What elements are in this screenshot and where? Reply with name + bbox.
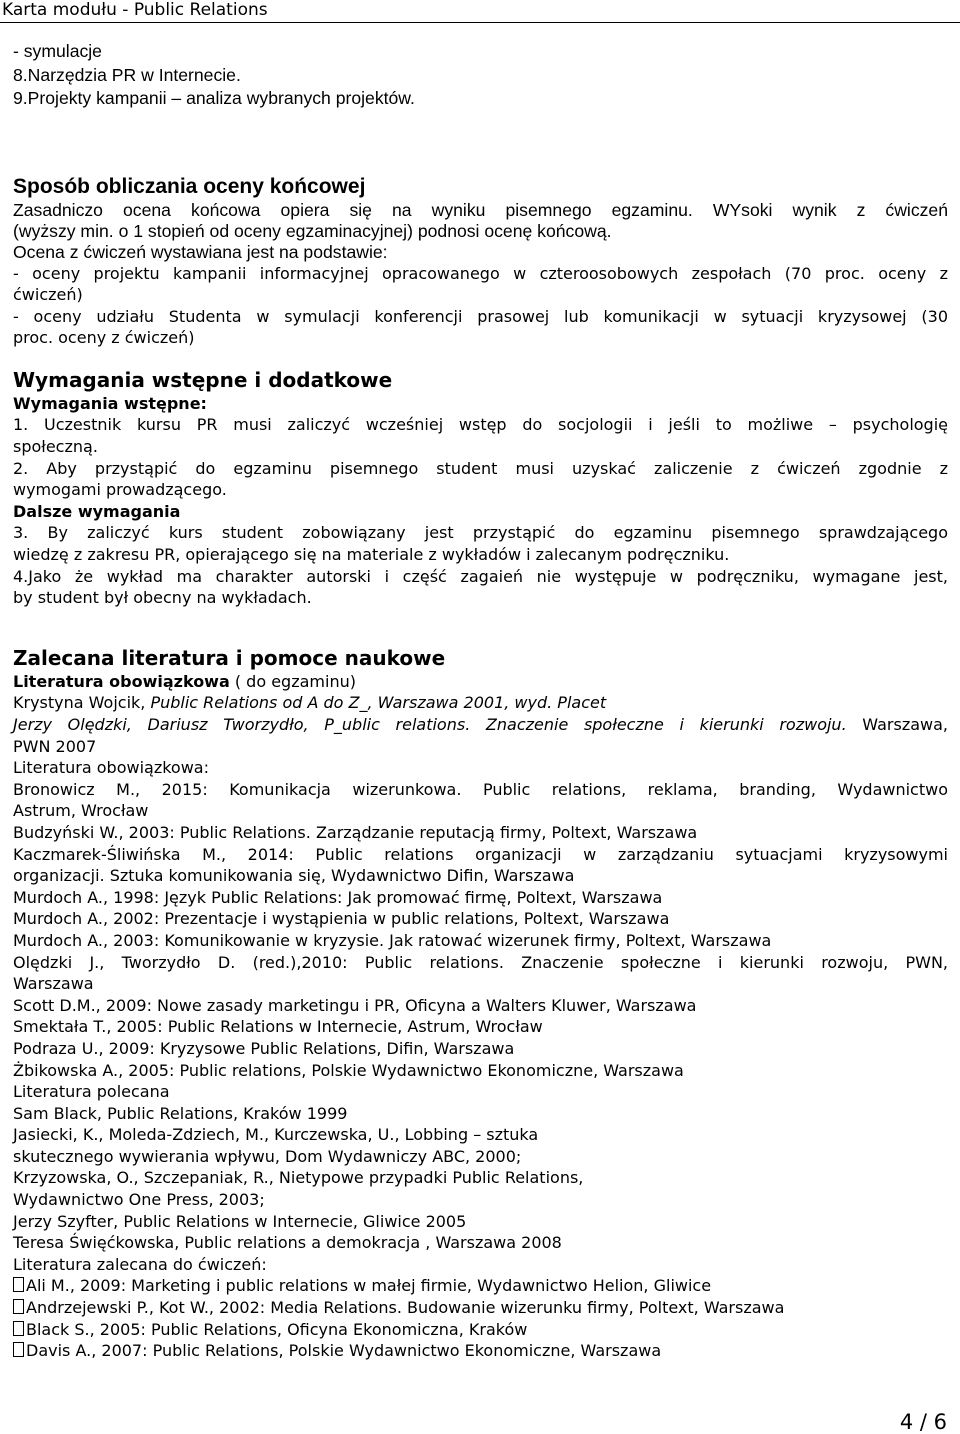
page-number: 4 / 6 [899, 1410, 947, 1434]
paragraph-line: 4.Jako że wykład ma charakter autorski i część zagaień nie występuje w podręczniku, wymagane jest, [13, 566, 948, 586]
subheading: Dalsze wymagania [13, 501, 181, 521]
paragraph-line: 1. Uczestnik kursu PR musi zaliczyć wcześniej wstęp do socjologii i jeśli to możliwe – psychologię [13, 415, 948, 435]
bibliography-item [13, 714, 948, 736]
bibliography-item [13, 1297, 948, 1319]
paragraph-line: 2. Aby przystąpić do egzaminu pisemnego student musi uzyskać zaliczenie z ćwiczeń zgodnie z [13, 458, 948, 478]
label-mandatory: Literatura obowiązkowa [13, 671, 230, 691]
bibliography-text: Ali M., 2009: Marketing i public relations w małej firmie, Wydawnictwo Helion, Gliwice [26, 1276, 712, 1296]
list-item: 8.Narzędzia PR w Internecie. [13, 64, 241, 85]
document-title: Karta modułu - Public Relations [2, 0, 268, 20]
section-title-grading: Sposób obliczania oceny końcowej [13, 174, 366, 198]
bibliography-item: Kaczmarek-Śliwińska M., 2014: Public relations organizacji w zarządzaniu sytuacjami kryzysowymi [13, 844, 948, 864]
book-title: Jerzy Olędzki, Dariusz Tworzydło, P_ublic relations. Znaczenie społeczne i kierunki rozwoju. [13, 715, 847, 734]
bibliography-item: Jasiecki, K., Moleda-Zdziech, M., Kurczewska, U., Lobbing – sztuka [13, 1125, 539, 1145]
paragraph-line: ćwiczeń) [13, 285, 83, 305]
subheading: Literatura polecana [13, 1082, 170, 1102]
subheading: Literatura zalecana do ćwiczeń: [13, 1254, 267, 1274]
paragraph-line: wiedzę z zakresu PR, opierającego się na materiale z wykładów i zalecanym podręczniku. [13, 545, 730, 565]
bibliography-item: organizacji. Sztuka komunikowania się, Wydawnictwo Difin, Warszawa [13, 866, 575, 886]
paragraph-line: społeczną. [13, 437, 98, 457]
bibliography-item: Wydawnictwo One Press, 2003; [13, 1190, 265, 1210]
page-content [13, 40, 948, 1362]
bibliography-text: Andrzejewski P., Kot W., 2002: Media Relations. Budowanie wizerunku firmy, Poltext, Warszawa [26, 1298, 785, 1318]
bibliography-item: Scott D.M., 2009: Nowe zasady marketingu i PR, Oficyna a Walters Kluwer, Warszawa [13, 995, 697, 1015]
bibliography-item [13, 1340, 948, 1362]
bibliography-item: Warszawa [13, 974, 94, 994]
bibliography-item: Murdoch A., 1998: Język Public Relations: Jak promować firmę, Poltext, Warszawa [13, 887, 663, 907]
bibliography-item: Bronowicz M., 2015: Komunikacja wizerunkowa. Public relations, reklama, branding, Wydawnictwo [13, 779, 948, 799]
bibliography-item: Olędzki J., Tworzydło D. (red.),2010: Public relations. Znaczenie społeczne i kierunki rozwoju, PWN, [13, 952, 948, 972]
section-title-literature: Zalecana literatura i pomoce naukowe [13, 645, 446, 670]
note: ( do egzaminu) [229, 671, 356, 691]
bibliography-item: Murdoch A., 2002: Prezentacje i wystąpienia w public relations, Poltext, Warszawa [13, 909, 670, 929]
publisher: Warszawa, [846, 715, 948, 734]
bibliography-item: Sam Black, Public Relations, Kraków 1999 [13, 1103, 348, 1123]
list-item: - symulacje [13, 41, 102, 61]
bibliography-item: Smektała T., 2005: Public Relations w Internecie, Astrum, Wrocław [13, 1017, 543, 1037]
paragraph-line: Ocena z ćwiczeń wystawiana jest na podstawie: [13, 241, 388, 262]
bibliography-item: Murdoch A., 2003: Komunikowanie w kryzysie. Jak ratować wizerunek firmy, Poltext, Warszawa [13, 930, 772, 950]
subheading: Wymagania wstępne: [13, 393, 207, 413]
page-header [0, 0, 960, 23]
paragraph-line: by student był obecny na wykładach. [13, 588, 312, 608]
missing-glyph-icon [13, 1277, 24, 1292]
paragraph-line: Zasadniczo ocena końcowa opiera się na wyniku pisemnego egzaminu. WYsoki wynik z ćwiczeń [13, 199, 948, 220]
subheading: Literatura obowiązkowa: [13, 758, 209, 778]
bibliography-item: PWN 2007 [13, 736, 97, 756]
missing-glyph-icon [13, 1321, 24, 1336]
paragraph-line: wymogami prowadzącego. [13, 480, 227, 500]
paragraph-line: - oceny projektu kampanii informacyjnej opracowanego w czteroosobowych zespołach (70 proc. oceny z [13, 263, 948, 283]
bibliography-item: Podraza U., 2009: Kryzysowe Public Relations, Difin, Warszawa [13, 1038, 515, 1058]
bibliography-item: Astrum, Wrocław [13, 801, 149, 821]
bibliography-item [13, 692, 948, 714]
paragraph-line: 3. By zaliczyć kurs student zobowiązany jest przystąpić do egzaminu pisemnego sprawdzającego [13, 523, 948, 543]
paragraph-line: (wyższy min. o 1 stopień od oceny egzaminacyjnej) podnosi ocenę końcową. [13, 220, 612, 241]
bibliography-item [13, 1275, 948, 1297]
missing-glyph-icon [13, 1342, 24, 1357]
author: Krystyna Wojcik, [13, 693, 151, 713]
bibliography-item: Żbikowska A., 2005: Public relations, Polskie Wydawnictwo Ekonomiczne, Warszawa [13, 1060, 684, 1080]
paragraph-line [13, 671, 948, 693]
bibliography-item: skutecznego wywierania wpływu, Dom Wydawniczy ABC, 2000; [13, 1146, 522, 1166]
bibliography-item [13, 1319, 948, 1341]
bibliography-text: Davis A., 2007: Public Relations, Polskie Wydawnictwo Ekonomiczne, Warszawa [26, 1341, 662, 1361]
paragraph-line: proc. oceny z ćwiczeń) [13, 328, 195, 348]
list-item: 9.Projekty kampanii – analiza wybranych projektów. [13, 88, 415, 108]
bibliography-text: Black S., 2005: Public Relations, Oficyna Ekonomiczna, Kraków [26, 1319, 528, 1339]
section-title-requirements: Wymagania wstępne i dodatkowe [13, 367, 393, 392]
bibliography-item: Teresa Święćkowska, Public relations a demokracja , Warszawa 2008 [13, 1233, 562, 1253]
book-title: Public Relations od A do Z_, Warszawa 2001, wyd. Placet [150, 693, 607, 713]
bibliography-item: Jerzy Szyfter, Public Relations w Internecie, Gliwice 2005 [13, 1211, 467, 1231]
missing-glyph-icon [13, 1299, 24, 1314]
paragraph-line: - oceny udziału Studenta w symulacji konferencji prasowej lub komunikacji w sytuacji kryzysowej (30 [13, 306, 948, 326]
bibliography-item: Budzyński W., 2003: Public Relations. Zarządzanie reputacją firmy, Poltext, Warszawa [13, 822, 698, 842]
bibliography-item: Krzyzowska, O., Szczepaniak, R., Nietypowe przypadki Public Relations, [13, 1168, 584, 1188]
